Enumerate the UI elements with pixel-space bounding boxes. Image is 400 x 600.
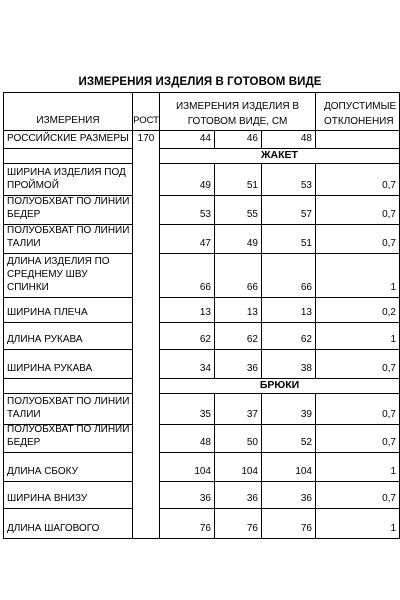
row-label-text: ДЛИНА ИЗДЕЛИЯ ПО СРЕДНЕМУ ШВУ СПИНКИ: [7, 256, 110, 293]
row-tolerance: [316, 453, 400, 482]
row-label: [3, 196, 133, 225]
row-value-text: 53: [199, 209, 211, 220]
document-title: ИЗМЕРЕНИЯ ИЗДЕЛИЯ В ГОТОВОМ ВИДЕ: [78, 76, 322, 88]
row-value: [215, 254, 262, 298]
row-value-text: 76: [300, 523, 312, 534]
row-value: [160, 509, 215, 539]
row-label: [3, 509, 133, 539]
row-label: [3, 453, 133, 482]
row-value: [160, 225, 215, 254]
row-label-text: ДЛИНА ШАГОВОГО: [7, 523, 100, 534]
sizes-tolerance-blank: [316, 131, 400, 149]
row-value-text: 52: [300, 437, 312, 448]
row-value-text: 76: [199, 523, 211, 534]
row-value: [262, 323, 316, 350]
row-value-text: 62: [300, 334, 312, 345]
height-value: 170: [137, 133, 155, 144]
row-tolerance: [316, 425, 400, 453]
row-value: [262, 196, 316, 225]
section-title: [160, 379, 400, 394]
row-label-text: ШИРИНА РУКАВА: [7, 363, 93, 374]
row-value: [160, 164, 215, 196]
row-label-text: ПОЛУОБХВАТ ПО ЛИНИИ БЕДЕР: [7, 196, 130, 220]
row-label: [3, 254, 133, 298]
header-height-label: РОСТ: [133, 115, 159, 126]
row-tolerance-text: 1: [390, 334, 396, 345]
row-label-text: ПОЛУОБХВАТ ПО ЛИНИИ ТАЛИИ: [7, 396, 130, 420]
row-label-text: ДЛИНА СБОКУ: [7, 466, 78, 477]
size-cell: [215, 131, 262, 149]
row-value: [160, 482, 215, 509]
row-value-text: 53: [300, 180, 312, 191]
row-tolerance: [316, 509, 400, 539]
row-value-text: 37: [246, 409, 258, 420]
row-value: [215, 394, 262, 425]
row-value-text: 36: [300, 493, 312, 504]
row-value-text: 62: [199, 334, 211, 345]
row-tolerance-text: 0,7: [382, 363, 396, 374]
row-value-text: 36: [199, 493, 211, 504]
row-value: [262, 254, 316, 298]
row-tolerance-text: 0,7: [382, 209, 396, 220]
row-value: [215, 350, 262, 379]
row-value-text: 47: [199, 238, 211, 249]
header-finished: [160, 92, 316, 131]
row-value: [215, 164, 262, 196]
row-label-text: ШИРИНА ВНИЗУ: [7, 493, 88, 504]
row-value-text: 66: [199, 282, 211, 293]
row-value: [160, 298, 215, 323]
row-tolerance-text: 0,7: [382, 180, 396, 191]
row-label-text: ПОЛУОБХВАТ ПО ЛИНИИ ТАЛИИ: [7, 225, 130, 249]
row-label: [3, 350, 133, 379]
section-title-text: ЖАКЕТ: [261, 149, 298, 161]
row-label-text: ШИРИНА ПЛЕЧА: [7, 307, 88, 318]
row-value: [262, 482, 316, 509]
section-blank: [3, 379, 133, 394]
row-value: [160, 323, 215, 350]
header-finished-label: ИЗМЕРЕНИЯ ИЗДЕЛИЯ В ГОТОВОМ ВИДЕ, СМ: [175, 101, 300, 127]
row-value: [160, 453, 215, 482]
row-tolerance: [316, 394, 400, 425]
row-value-text: 104: [295, 466, 312, 477]
row-value: [215, 196, 262, 225]
row-tolerance: [316, 196, 400, 225]
size-cell: [160, 131, 215, 149]
size-value: 46: [246, 133, 258, 144]
row-value-text: 35: [199, 409, 211, 420]
row-value: [262, 394, 316, 425]
row-value-text: 104: [194, 466, 211, 477]
row-value: [215, 509, 262, 539]
row-label: [3, 164, 133, 196]
size-cell: [262, 131, 316, 149]
row-label: [3, 323, 133, 350]
row-tolerance: [316, 225, 400, 254]
row-value: [160, 350, 215, 379]
row-value-text: 34: [199, 363, 211, 374]
row-value-text: 13: [246, 307, 258, 318]
row-value-text: 66: [246, 282, 258, 293]
row-value: [160, 425, 215, 453]
row-value: [215, 453, 262, 482]
row-value: [215, 225, 262, 254]
row-value: [262, 453, 316, 482]
row-value: [262, 298, 316, 323]
row-tolerance: [316, 350, 400, 379]
header-height: [133, 92, 160, 131]
row-value-text: 57: [300, 209, 312, 220]
row-value-text: 38: [300, 363, 312, 374]
row-value: [215, 482, 262, 509]
row-label-text: ПОЛУОБХВАТ ПО ЛИНИИ БЕДЕР: [7, 425, 130, 448]
row-tolerance-text: 1: [390, 282, 396, 293]
row-value: [262, 425, 316, 453]
sizes-row-label: [3, 131, 133, 149]
row-label: [3, 394, 133, 425]
row-value-text: 62: [246, 334, 258, 345]
row-value-text: 36: [246, 493, 258, 504]
row-value: [215, 323, 262, 350]
row-value: [160, 394, 215, 425]
row-tolerance-text: 0,7: [382, 493, 396, 504]
row-value: [215, 298, 262, 323]
row-tolerance-text: 1: [390, 523, 396, 534]
row-value: [262, 225, 316, 254]
row-value: [262, 350, 316, 379]
section-blank: [3, 149, 133, 164]
size-value: 48: [300, 133, 312, 144]
row-value: [160, 196, 215, 225]
height-column: [133, 131, 160, 539]
row-value-text: 51: [300, 238, 312, 249]
header-tolerance-label: ДОПУСТИМЫЕ ОТКЛОНЕНИЯ: [324, 101, 397, 127]
row-value-text: 49: [246, 238, 258, 249]
row-value-text: 51: [246, 180, 258, 191]
header-tolerance: [316, 92, 400, 131]
row-tolerance: [316, 482, 400, 509]
row-tolerance: [316, 254, 400, 298]
row-tolerance: [316, 323, 400, 350]
row-value-text: 50: [246, 437, 258, 448]
sizes-row-label-text: РОССИЙСКИЕ РАЗМЕРЫ: [7, 133, 129, 144]
row-label-text: ШИРИНА ИЗДЕЛИЯ ПОД ПРОЙМОЙ: [7, 167, 126, 191]
row-value: [160, 254, 215, 298]
row-value: [262, 509, 316, 539]
row-value-text: 13: [199, 307, 211, 318]
row-value-text: 13: [300, 307, 312, 318]
row-tolerance-text: 0,7: [382, 437, 396, 448]
section-title: [160, 149, 400, 164]
header-measurements-label: ИЗМЕРЕНИЯ: [36, 115, 100, 126]
row-value-text: 39: [300, 409, 312, 420]
row-value-text: 104: [241, 466, 258, 477]
row-value: [215, 425, 262, 453]
row-value-text: 76: [246, 523, 258, 534]
row-label: [3, 225, 133, 254]
row-value-text: 55: [246, 209, 258, 220]
row-label-text: ДЛИНА РУКАВА: [7, 334, 83, 345]
row-value-text: 36: [246, 363, 258, 374]
row-value-text: 48: [199, 437, 211, 448]
row-tolerance: [316, 164, 400, 196]
row-tolerance-text: 0,7: [382, 409, 396, 420]
row-label: [3, 425, 133, 453]
size-value: 44: [199, 133, 211, 144]
row-label: [3, 298, 133, 323]
row-label: [3, 482, 133, 509]
section-title-text: БРЮКИ: [259, 379, 300, 391]
row-tolerance: [316, 298, 400, 323]
row-tolerance-text: 0,7: [382, 238, 396, 249]
row-value-text: 49: [199, 180, 211, 191]
row-tolerance-text: 0,2: [382, 307, 396, 318]
header-measurements: [3, 92, 133, 131]
row-value-text: 66: [300, 282, 312, 293]
row-value: [262, 164, 316, 196]
row-tolerance-text: 1: [390, 466, 396, 477]
